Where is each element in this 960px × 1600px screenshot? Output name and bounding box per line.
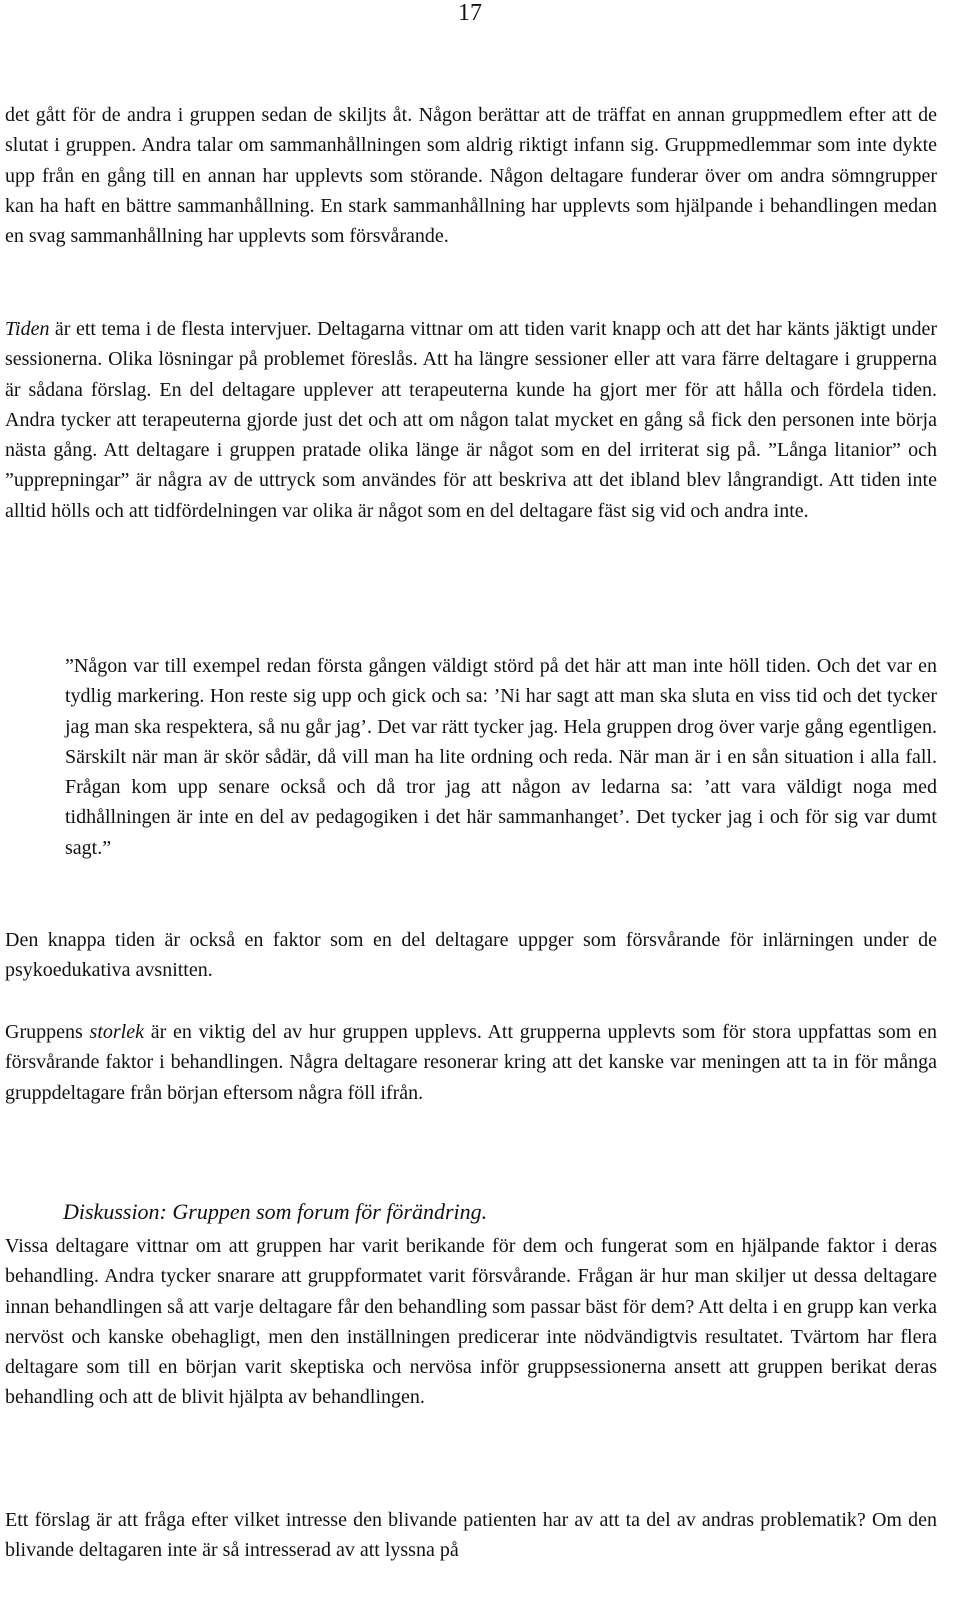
paragraph-group-cohesion: det gått för de andra i gruppen sedan de skiljts åt. Någon berättar att de träffat en annan gruppmedlem efter att de slutat i gruppen. Andra talar om sammanhållningen som aldrig riktigt infann sig. Gruppmedlemmar som inte dykte upp från en gång till en annan har upplevts som störande. Någon deltagare funderar över om andra sömngrupper kan ha haft en bättre sammanhållning. En stark sammanhållning har upplevts som hjälpande i behandlingen medan en svag sammanhållning har upplevts som försvårande. — [5, 104, 937, 248]
page-number: 17 — [458, 0, 482, 26]
section-heading-discussion: Diskussion: Gruppen som forum för förändring. — [63, 1199, 488, 1224]
paragraph-time-body: är ett tema i de flesta intervjuer. Deltagarna vittnar om att tiden varit knapp och att det har känts jäktigt under sessionerna. Olika lösningar på problemet föreslås. Att ha längre sessioner eller att vara färre deltagare i grupperna är sådana förslag. En del deltagare upplever att terapeuterna kunde ha gjort mer för att hålla och fördela tiden. Andra tycker att terapeuterna gjorde just det och att om någon talat mycket en gång så fick den personen inte börja nästa gång. Att deltagare i gruppen pratade olika länge är något som en del irriterat sig på. ”Långa litanior” och ”upprepningar” är några av de uttryck som användes för att beskriva att det ibland blev långrandigt. Att tiden inte alltid hölls och att tidfördelningen var olika är något som en del deltagare fäst sig vid och andra inte. — [5, 318, 937, 522]
paragraph-group-size — [5, 1017, 937, 1108]
paragraph-group-size-rest: är en viktig del av hur gruppen upplevs. Att grupperna upplevts som för stora uppfattas som en försvårande faktor i behandlingen. Några deltagare resonerar kring att det kanske var meningen att ta in för många gruppdeltagare från början eftersom några föll ifrån. — [5, 1021, 937, 1104]
paragraph-group-size-start: Gruppens — [5, 1021, 90, 1043]
paragraph-limited-time: Den knappa tiden är också en faktor som en del deltagare uppger som försvårande för inlärningen under de psykoedukativa avsnitten. — [5, 929, 937, 982]
interview-quote: ”Någon var till exempel redan första gången väldigt störd på det här att man inte höll tiden. Och det var en tydlig markering. Hon reste sig upp och gick och sa: ’Ni har sagt att man ska sluta en viss tid och det tycker jag man ska respektera, så nu går jag’. Det var rätt tycker jag. Hela gruppen drog över varje gång egentligen. Särskilt när man är skör sådär, då vill man ha lite ordning och reda. När man är i en sån situation i alla fall. Frågan kom upp senare också och då tror jag att någon av ledarna sa: ’att vara väldigt noga med tidhållningen är inte en del av pedagogiken i det här sammanhanget’. Det tycker jag i och för sig var dumt sagt.” — [65, 655, 937, 859]
emphasis-storlek: storlek — [89, 1021, 144, 1043]
paragraph-discussion: Vissa deltagare vittnar om att gruppen har varit berikande för dem och fungerat som en hjälpande faktor i deras behandling. Andra tycker snarare att gruppformatet varit försvårande. Frågan är hur man skiljer ut dessa deltagare innan behandlingen så att varje deltagare får den behandling som passar bäst för dem? Att delta i en grupp kan verka nervöst och kanske obehagligt, men den inställningen predicerar inte nödvändigtvis resultatet. Tvärtom har flera deltagare som till en början varit skeptiska och nervösa inför gruppsessionerna ansett att gruppen berikat deras behandling och att de blivit hjälpta av behandlingen. — [5, 1235, 937, 1409]
paragraph-proposal: Ett förslag är att fråga efter vilket intresse den blivande patienten har av att ta del av andras problematik? Om den blivande deltagaren inte är så intresserad av att lyssna på — [5, 1509, 937, 1562]
emphasis-tiden: Tiden — [5, 318, 50, 340]
paragraph-time — [5, 314, 937, 526]
